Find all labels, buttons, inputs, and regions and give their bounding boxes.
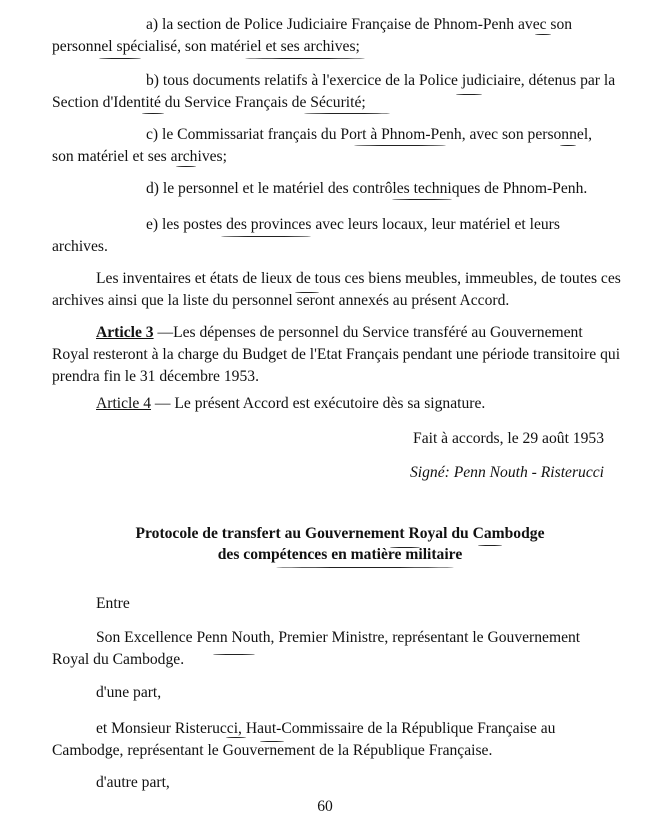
handwritten-mark bbox=[392, 199, 452, 200]
handwritten-mark bbox=[295, 292, 319, 293]
article-3-text: —Les dépenses de personnel du Service transféré au Gouvernement Royal resteront à la charge du Budget de l'Etat Français pendant une période transitoire qui prendra fin le 31 décembre 1953. bbox=[52, 324, 621, 385]
handwritten-mark bbox=[221, 236, 311, 237]
item-c: c) le Commissariat français du Port à Phnom-Penh, avec son personnel, son matériel et ses archives; bbox=[52, 126, 593, 165]
item-a: a) la section de Police Judiciaire Française de Phnom-Penh avec son personnel spécialisé, son matériel et ses archives; bbox=[52, 16, 573, 55]
article-4-paragraph bbox=[52, 393, 622, 415]
handwritten-mark bbox=[456, 94, 482, 95]
item-e: e) les postes des provinces avec leurs locaux, leur matériel et leurs archives. bbox=[52, 216, 560, 255]
article-4-label: Article 4 bbox=[96, 395, 151, 412]
article-3-paragraph bbox=[52, 322, 622, 388]
handwritten-mark bbox=[304, 113, 390, 114]
handwritten-mark bbox=[260, 741, 284, 742]
page-number: 60 bbox=[317, 798, 333, 815]
entre-line: Entre bbox=[96, 595, 130, 612]
item-d: d) le personnel et le matériel des contrôles techniques de Phnom-Penh. bbox=[146, 180, 588, 197]
article-3-label: Article 3 bbox=[96, 324, 154, 341]
son-excellence-paragraph: Son Excellence Penn Nouth, Premier Ministre, représentant le Gouvernement Royal du Cambodge. bbox=[52, 629, 581, 668]
handwritten-mark bbox=[390, 547, 420, 548]
handwritten-mark bbox=[176, 166, 196, 167]
autre-part-line: d'autre part, bbox=[96, 774, 170, 791]
handwritten-mark bbox=[213, 654, 255, 655]
protocole-title-line-2: des compétences en matière militaire bbox=[217, 546, 463, 563]
article-4-text: — Le présent Accord est exécutoire dès sa signature. bbox=[154, 395, 486, 412]
handwritten-mark bbox=[535, 34, 551, 35]
une-part-line: d'une part, bbox=[96, 684, 162, 701]
inventaires-paragraph: Les inventaires et états de lieux de tous ces biens meubles, immeubles, de toutes ces archives ainsi que la liste du personnel seront annexés au présent Accord. bbox=[52, 270, 621, 309]
handwritten-mark bbox=[245, 58, 365, 59]
protocole-title-line-1: Protocole de transfert au Gouvernement Royal du Cambodge bbox=[135, 525, 545, 542]
handwritten-mark bbox=[99, 58, 141, 59]
handwritten-mark bbox=[142, 113, 164, 114]
monsieur-paragraph: et Monsieur Risterucci, Haut-Commissaire de la République Française au Cambodge, représentant le Gouvernement de la République Française. bbox=[52, 720, 556, 759]
handwritten-mark bbox=[478, 545, 502, 546]
handwritten-mark bbox=[354, 145, 446, 146]
handwritten-mark bbox=[226, 737, 246, 738]
item-b: b) tous documents relatifs à l'exercice de la Police judiciaire, détenus par la Section d'Identité du Service Français de Sécurité; bbox=[52, 72, 616, 111]
signature-line: Signé: Penn Nouth - Risterucci bbox=[409, 464, 604, 481]
handwritten-mark bbox=[560, 145, 576, 146]
handwritten-mark bbox=[276, 567, 454, 568]
date-line: Fait à accords, le 29 août 1953 bbox=[413, 430, 604, 447]
